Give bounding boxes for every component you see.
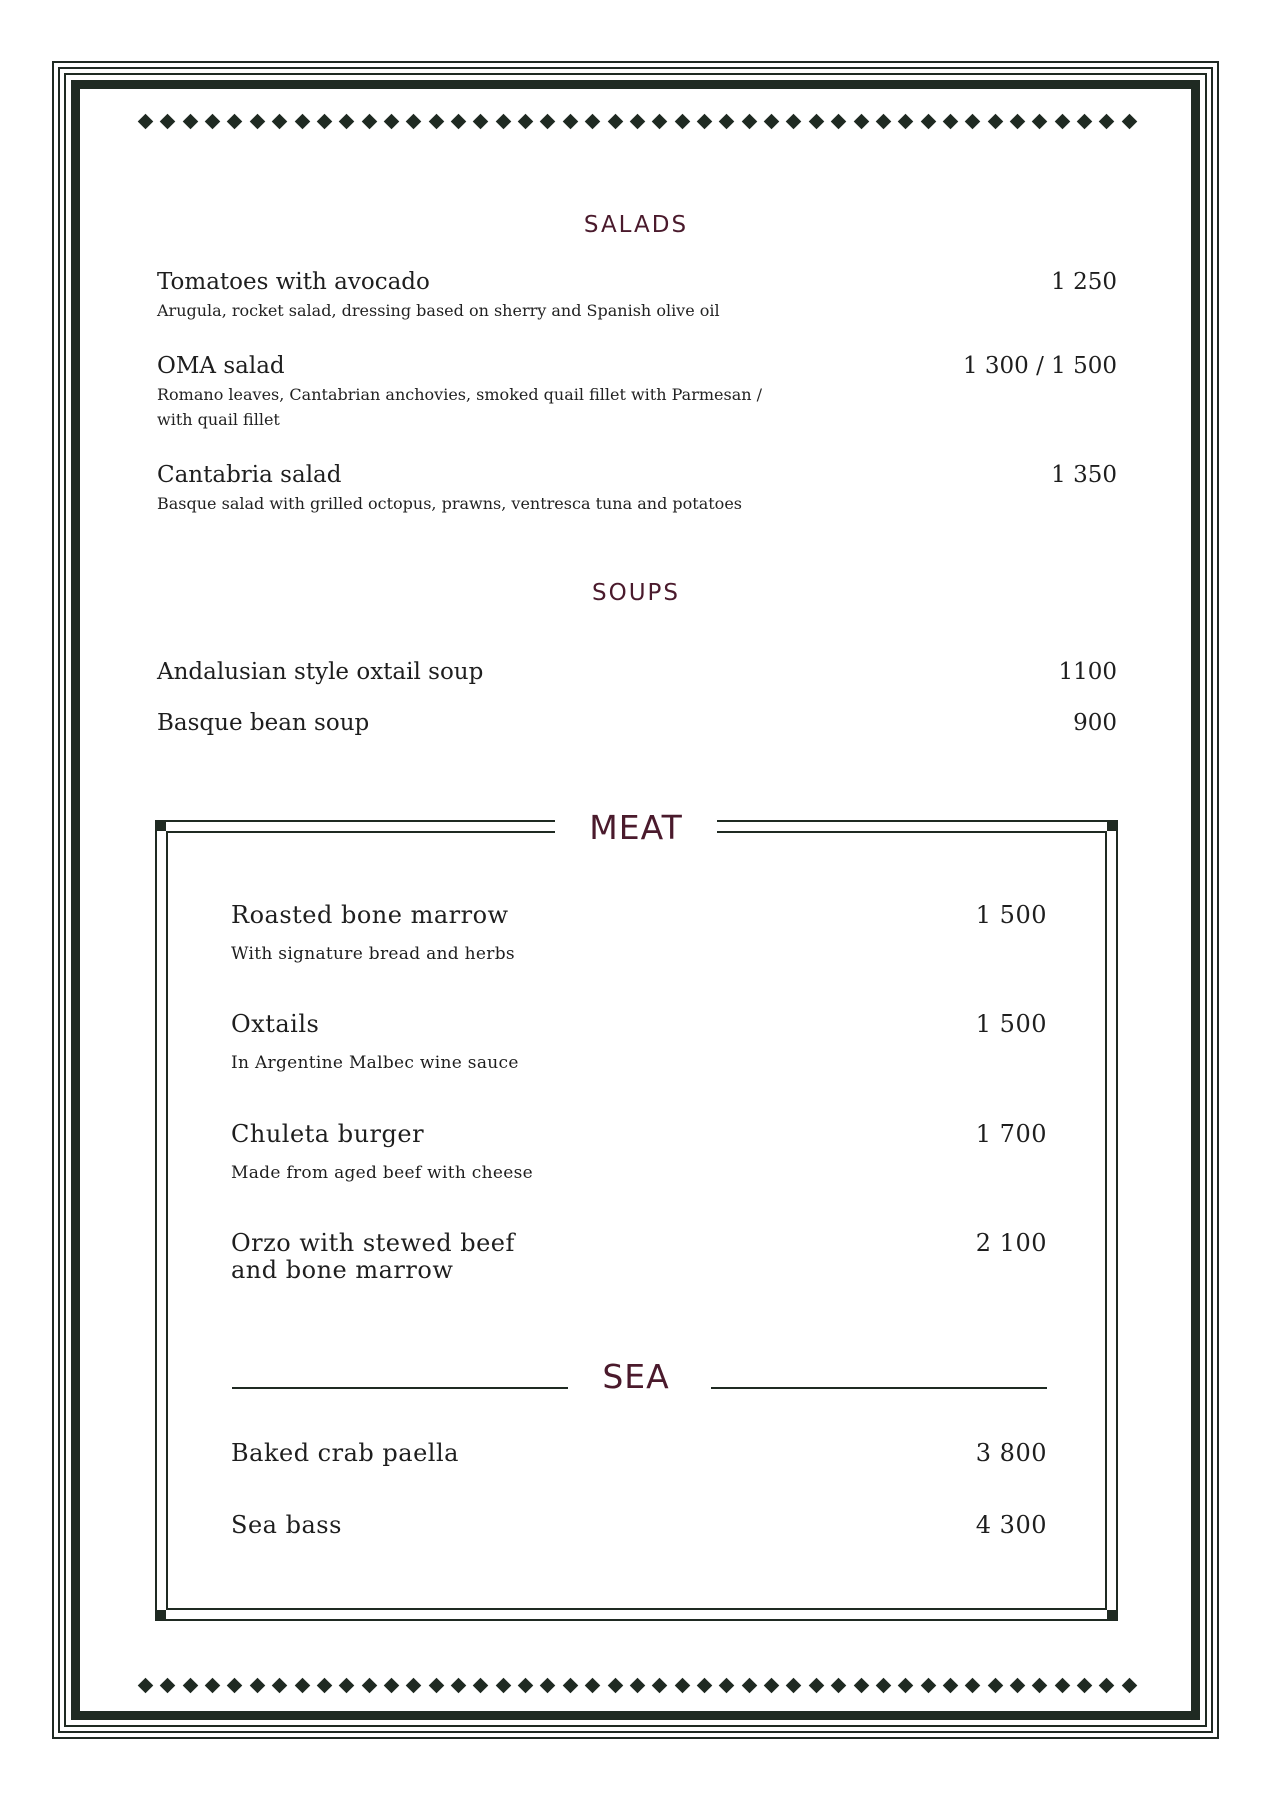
diamond-ornament [585,1677,601,1693]
diamond-ornament [563,1677,579,1693]
diamond-ornament [518,113,534,129]
item-price: 2 100 [975,1229,1047,1257]
diamond-ornament [428,113,444,129]
diamond-border-bottom [140,1677,1135,1693]
diamond-ornament [898,1677,914,1693]
diamond-ornament [339,1677,355,1693]
diamond-ornament [182,113,198,129]
diamond-ornament [1032,113,1048,129]
diamond-border-top [140,113,1135,129]
diamond-ornament [786,1677,802,1693]
diamond-ornament [406,113,422,129]
diamond-ornament [317,113,333,129]
corner-square [1107,1610,1118,1621]
diamond-ornament [160,113,176,129]
item-description: In Argentine Malbec wine sauce [231,1053,519,1073]
diamond-ornament [495,113,511,129]
diamond-ornament [451,1677,467,1693]
diamond-ornament [697,1677,713,1693]
diamond-ornament [518,1677,534,1693]
diamond-ornament [853,1677,869,1693]
menu-item [231,1121,1047,1184]
diamond-ornament [339,113,355,129]
item-price: 1 500 [975,1010,1047,1038]
diamond-ornament [674,113,690,129]
menu-item [231,1512,1047,1539]
diamond-ornament [719,113,735,129]
diamond-ornament [138,113,154,129]
diamond-ornament [697,113,713,129]
diamond-ornament [831,1677,847,1693]
item-description: Arugula, rocket salad, dressing based on sherry and Spanish olive oil [157,301,720,320]
item-description: Romano leaves, Cantabrian anchovies, smoked quail fillet with Parmesan / with quail fillet [157,385,763,429]
diamond-ornament [965,1677,981,1693]
diamond-ornament [876,113,892,129]
diamond-ornament [495,1677,511,1693]
item-price: 1 300 / 1 500 [962,353,1117,379]
diamond-ornament [607,113,623,129]
diamond-ornament [428,1677,444,1693]
diamond-ornament [831,113,847,129]
diamond-ornament [1099,1677,1115,1693]
menu-item [157,709,1117,737]
diamond-ornament [361,113,377,129]
diamond-ornament [630,1677,646,1693]
item-price: 4 300 [975,1511,1047,1539]
diamond-ornament [764,113,780,129]
diamond-ornament [1054,1677,1070,1693]
menu-item [231,902,1047,965]
item-price: 900 [1073,710,1117,736]
section-title-soups: SOUPS [591,580,680,606]
item-description: With signature bread and herbs [231,944,515,964]
diamond-ornament [160,1677,176,1693]
menu-item [157,658,1117,686]
menu-item [157,352,1117,432]
diamond-ornament [652,113,668,129]
diamond-ornament [272,113,288,129]
diamond-ornament [630,113,646,129]
section-title-meat: MEAT [589,808,683,847]
diamond-ornament [451,113,467,129]
diamond-ornament [719,1677,735,1693]
item-name: Cantabria salad [157,462,342,488]
diamond-ornament [1122,113,1138,129]
diamond-ornament [205,113,221,129]
diamond-ornament [920,113,936,129]
item-name: Andalusian style oxtail soup [157,659,484,685]
diamond-ornament [876,1677,892,1693]
menu-item [231,1440,1047,1467]
item-name: Basque bean soup [157,710,370,736]
item-price: 1 500 [975,901,1047,929]
diamond-ornament [473,1677,489,1693]
diamond-ornament [585,113,601,129]
diamond-ornament [227,1677,243,1693]
item-name: Tomatoes with avocado [157,269,430,295]
diamond-ornament [943,1677,959,1693]
diamond-ornament [205,1677,221,1693]
diamond-ornament [540,113,556,129]
item-price: 1100 [1058,659,1117,685]
diamond-ornament [384,113,400,129]
item-name: Sea bass [231,1511,342,1539]
diamond-ornament [674,1677,690,1693]
diamond-ornament [317,1677,333,1693]
diamond-ornament [1010,113,1026,129]
diamond-ornament [1054,113,1070,129]
diamond-ornament [652,1677,668,1693]
item-description: Made from aged beef with cheese [231,1163,533,1183]
diamond-ornament [809,113,825,129]
diamond-ornament [182,1677,198,1693]
diamond-ornament [607,1677,623,1693]
diamond-ornament [272,1677,288,1693]
diamond-ornament [406,1677,422,1693]
diamond-ornament [987,1677,1003,1693]
diamond-ornament [1032,1677,1048,1693]
item-price: 1 700 [975,1120,1047,1148]
diamond-ornament [741,1677,757,1693]
section-title-salads: SALADS [583,212,689,238]
item-price: 1 350 [1051,462,1117,488]
diamond-ornament [764,1677,780,1693]
diamond-ornament [540,1677,556,1693]
item-name: Baked crab paella [231,1439,459,1467]
diamond-ornament [473,113,489,129]
diamond-ornament [987,113,1003,129]
diamond-ornament [250,113,266,129]
item-name: Chuleta burger [231,1120,425,1148]
diamond-ornament [1010,1677,1026,1693]
item-name: Orzo with stewed beef and bone marrow [231,1229,515,1284]
diamond-ornament [227,113,243,129]
diamond-ornament [384,1677,400,1693]
corner-square [155,1610,166,1621]
diamond-ornament [250,1677,266,1693]
diamond-ornament [965,113,981,129]
diamond-ornament [1099,113,1115,129]
diamond-ornament [1122,1677,1138,1693]
section-title-sea: SEA [602,1357,670,1396]
diamond-ornament [138,1677,154,1693]
diamond-ornament [1077,1677,1093,1693]
diamond-ornament [1077,113,1093,129]
item-price: 1 250 [1051,269,1117,295]
item-description: Basque salad with grilled octopus, prawns, ventresca tuna and potatoes [157,494,742,513]
item-name: Oxtails [231,1010,320,1038]
diamond-ornament [898,113,914,129]
menu-item [231,1230,1047,1284]
item-name: Roasted bone marrow [231,901,509,929]
menu-item [157,268,1117,323]
diamond-ornament [294,1677,310,1693]
menu-item [231,1011,1047,1074]
diamond-ornament [920,1677,936,1693]
item-name: OMA salad [157,353,285,379]
item-price: 3 800 [975,1439,1047,1467]
diamond-ornament [853,113,869,129]
diamond-ornament [741,113,757,129]
diamond-ornament [361,1677,377,1693]
menu-item [157,461,1117,516]
diamond-ornament [294,113,310,129]
diamond-ornament [809,1677,825,1693]
diamond-ornament [563,113,579,129]
diamond-ornament [786,113,802,129]
diamond-ornament [943,113,959,129]
